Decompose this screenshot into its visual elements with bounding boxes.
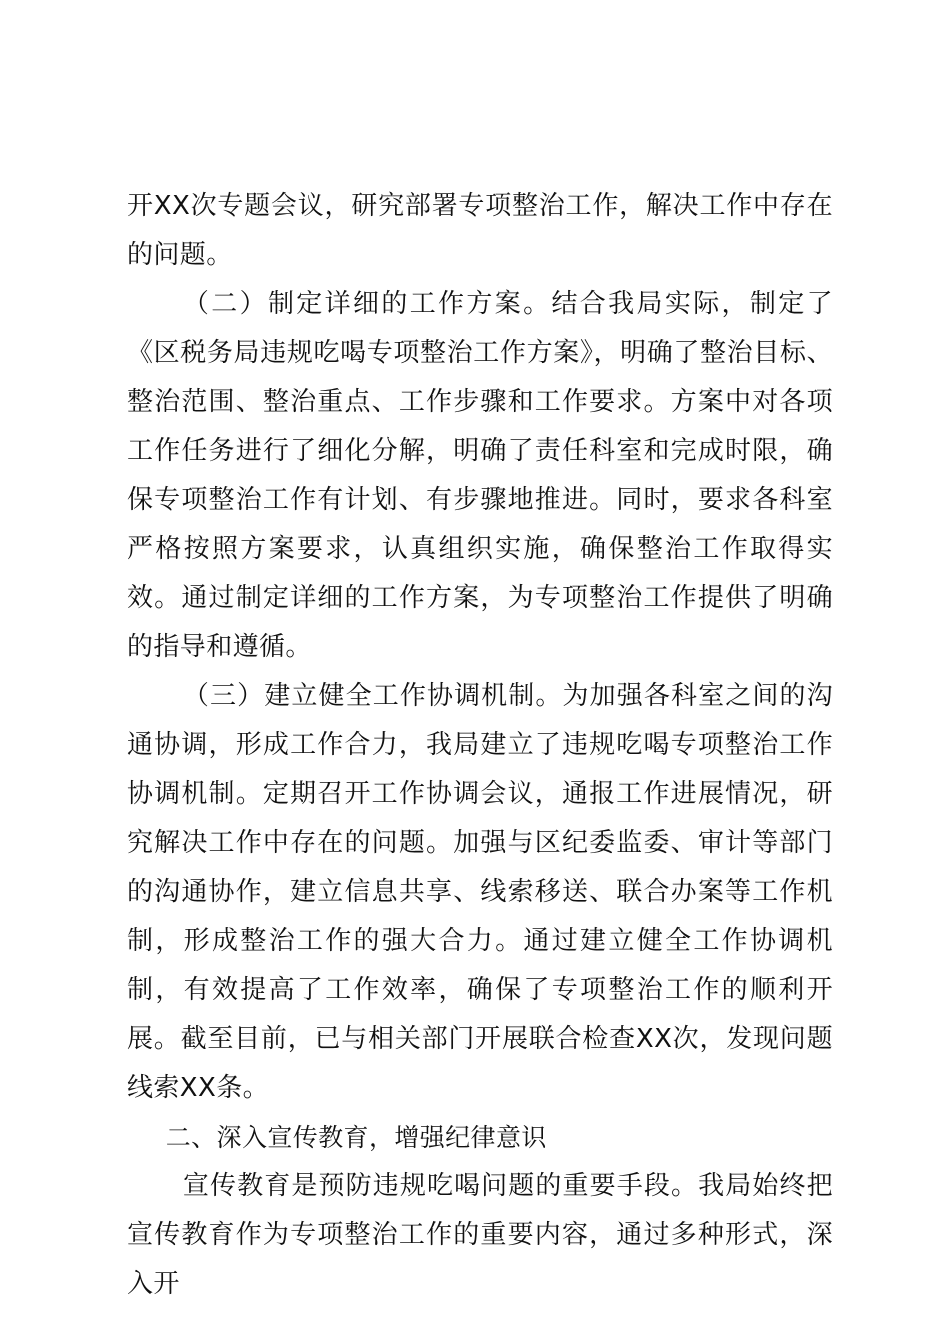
section-heading: 二、深入宣传教育，增强纪律意识 [165,1123,547,1152]
paragraph-continuation: 开XX次专题会议，研究部署专项整治工作，解决工作中存在的问题。 [127,191,833,270]
document-body [127,182,833,1309]
paragraph-section-3: （三）建立健全工作协调机制。为加强各科室之间的沟通协调，形成工作合力，我局建立了违规吃喝专项整治工作协调机制。定期召开工作协调会议，通报工作进展情况，研究解决工作中存在的问题。加强与区纪委监委、审计等部门的沟通协作，建立信息共享、线索移送、联合办案等工作机制，形成整治工作的强大合力。通过建立健全工作协调机制，有效提高了工作效率，确保了专项整治工作的顺利开展。截至目前，已与相关部门开展联合检查XX次，发现问题线索XX条。 [127,681,833,1103]
paragraph-section-2: （二）制定详细的工作方案。结合我局实际，制定了《区税务局违规吃喝专项整治工作方案》，明确了整治目标、整治范围、整治重点、工作步骤和工作要求。方案中对各项工作任务进行了细化分解，明确了责任科室和完成时限，确保专项整治工作有计划、有步骤地推进。同时，要求各科室严格按照方案要求，认真组织实施，确保整治工作取得实效。通过制定详细的工作方案，为专项整治工作提供了明确的指导和遵循。 [127,289,833,662]
paragraph-closing: 宣传教育是预防违规吃喝问题的重要手段。我局始终把宣传教育作为专项整治工作的重要内容，通过多种形式，深入开 [127,1171,833,1299]
